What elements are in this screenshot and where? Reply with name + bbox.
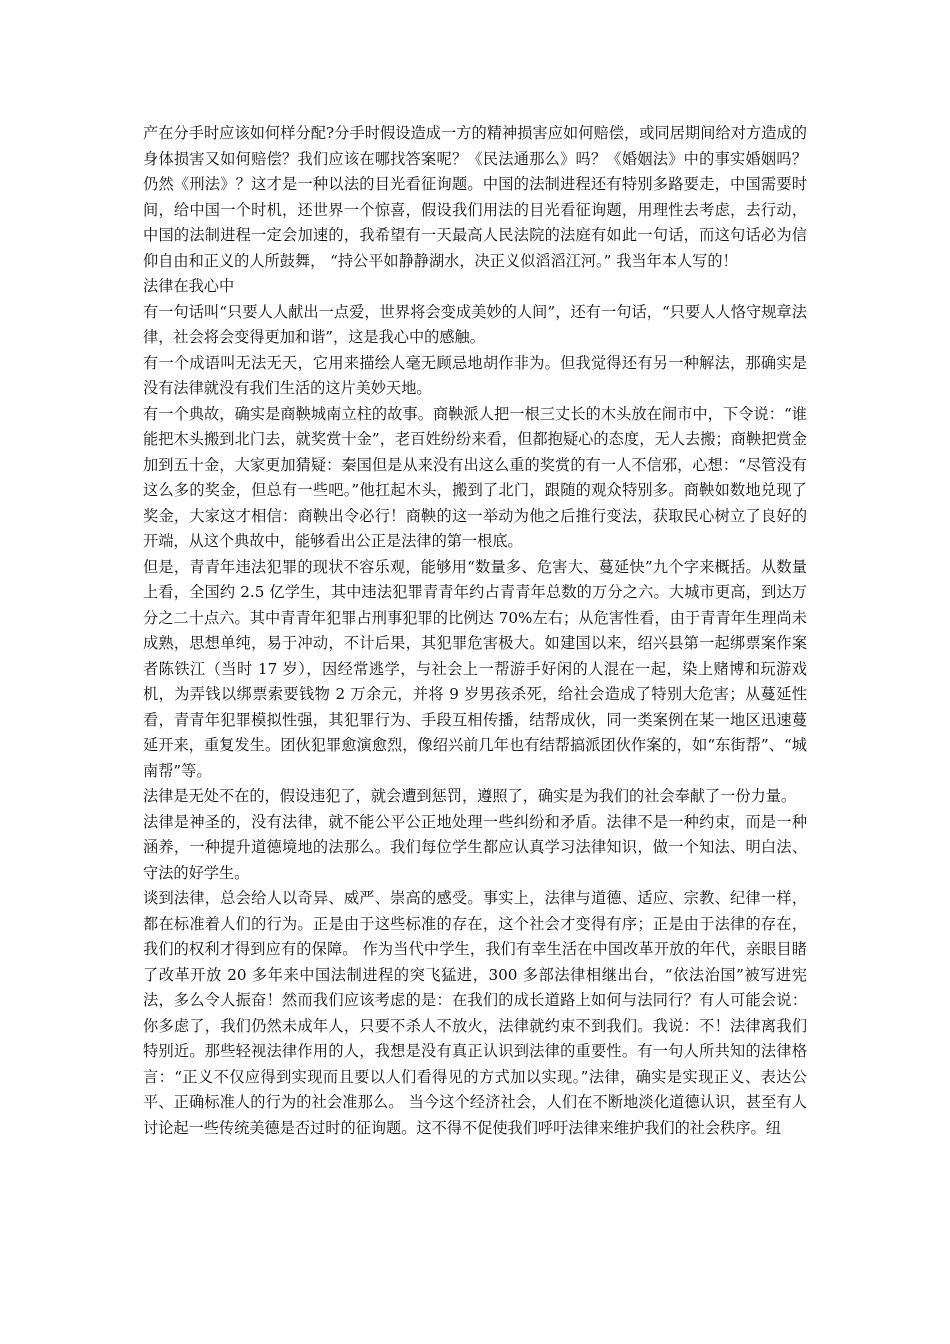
paragraph-youth-crime: 但是，青青年违法犯罪的现状不容乐观，能够用“数量多、危害大、蔓延快”九个字来概括。从数量上看，全国约 2.5 亿学生，其中违法犯罪青青年约占青青年总数的万分之六。大城市更高，到达万分之二十点六。其中青青年犯罪占刑事犯罪的比例达 70%左右；从危害性看，由于青青年生理尚未成熟，思想单纯，易于冲动，不计后果，其犯罪危害极大。如建国以来，绍兴县第一起绑票案作案者陈铁江（当时 17 岁），因经常逃学，与社会上一帮游手好闲的人混在一起，染上赌博和玩游戏机，为弄钱以绑票索要钱物 2 万余元，并将 9 岁男孩杀死，给社会造成了特别大危害；从蔓延性看，青青年犯罪模拟性强，其犯罪行为、手段互相传播，结帮成伙，同一类案例在某一地区迅速蔓延开来，重复发生。团伙犯罪愈演愈烈，像绍兴前几年也有结帮搞派团伙作案的，如“东街帮”、“城南帮”等。 <box>143 557 807 780</box>
section-heading: 法律在我心中 <box>143 277 235 295</box>
paragraph-idiom: 有一个成语叫无法无天，它用来描绘人毫无顾忌地胡作非为。但我觉得还有另一种解法，那确实是没有法律就没有我们生活的这片美妙天地。 <box>143 353 807 397</box>
paragraph-talking-about-law: 谈到法律，总会给人以奇异、威严、崇高的感受。事实上，法律与道德、适应、宗教、纪律一样，都在标准着人们的行为。正是由于这些标准的存在，这个社会才变得有序；正是由于法律的存在，我们的权利才得到应有的保障。 作为当代中学生，我们有幸生活在中国改革开放的年代，亲眼目睹了改革开放 20 多年来中国法制进程的突飞猛进，300 多部法律相继出台，“依法治国”被写进宪法，多么令人振奋！然而我们应该考虑的是：在我们的成长道路上如何与法同行？有人可能会说：你多虑了，我们仍然未成年人，只要不杀人不放火，法律就约束不到我们。我说：不！法律离我们特别近。那些轻视法律作用的人，我想是没有真正认识到法律的重要性。有一句人所共知的法律格言：“正义不仅应得到实现而且要以人们看得见的方式加以实现。”法律，确实是实现正义、表达公平、正确标准人的行为的社会准那么。 当今这个经济社会，人们在不断地淡化道德认识，甚至有人讨论起一些传统美德是否过时的征询题。这不得不促使我们呼吁法律来维护我们的社会秩序。纽 <box>143 889 807 1137</box>
paragraph-quotes: 有一句话叫“只要人人献出一点爱，世界将会变成美妙的人间”，还有一句话，“只要人人恪守规章法律，社会将会变得更加和谐”，这是我心中的感触。 <box>143 302 807 346</box>
paragraph-law-everywhere: 法律是无处不在的，假设违犯了，就会遭到惩罚，遵照了，确实是为我们的社会奉献了一份力量。 <box>143 787 797 805</box>
paragraph-property-division: 产在分手时应该如何样分配?分手时假设造成一方的精神损害应如何赔偿，或同居期间给对方造成的身体损害又如何赔偿？我们应该在哪找答案呢？《民法通那么》吗？《婚姻法》中的事实婚姻吗？仍然《刑法》？这才是一种以法的目光看征询题。中国的法制进程还有特别多路要走，中国需要时间，给中国一个时机，还世界一个惊喜，假设我们用法的目光看征询题，用理性去考虑，去行动，中国的法制进程一定会加速的，我希望有一天最高人民法院的法庭有如此一句话，而这句话必为信仰自由和正义的人所鼓舞， “持公平如静静湖水，决正义似滔滔江河。” 我当年本人写的！ <box>143 124 807 270</box>
paragraph-law-sacred: 法律是神圣的，没有法律，就不能公平公正地处理一些纠纷和矛盾。法律不是一种约束，而是一种涵养，一种提升道德境地的法那么。我们每位学生都应认真学习法律知识，做一个知法、明白法、守法的好学生。 <box>143 812 807 882</box>
paragraph-shang-yang: 有一个典故，确实是商鞅城南立柱的故事。商鞅派人把一根三丈长的木头放在闹市中，下令说：“谁能把木头搬到北门去，就奖赏十金”，老百姓纷纷来看，但都抱疑心的态度，无人去搬；商鞅把赏金加到五十金，大家更加猜疑：秦国但是从来没有出这么重的奖赏的有一人不信邪，心想：“尽管没有这么多的奖金，但总有一些吧。”他扛起木头，搬到了北门，跟随的观众特别多。商鞅如数地兑现了奖金，大家这才相信：商鞅出令必行！商鞅的这一举动为他之后推行变法，获取民心树立了良好的开端，从这个典故中，能够看出公正是法律的第一根底。 <box>143 404 807 550</box>
document-page <box>143 121 807 1141</box>
